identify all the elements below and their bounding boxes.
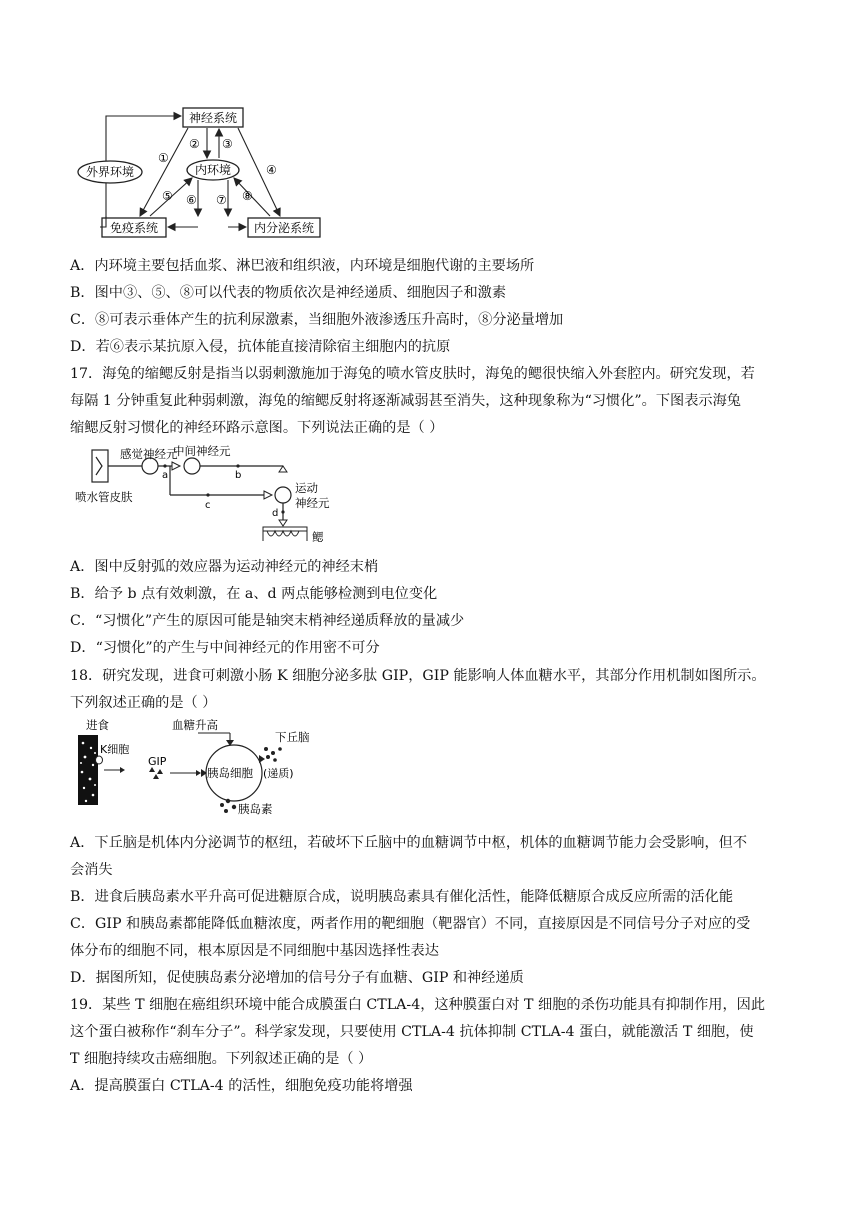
skin-label: 喷水管皮肤: [75, 490, 133, 504]
gip-mechanism-diagram: [70, 715, 330, 815]
immune-system-label: 免疫系统: [109, 221, 159, 235]
q16-option-c: C．⑧可表示垂体产生的抗利尿激素，当细胞外液渗透压升高时，⑧分泌量增加: [70, 312, 564, 328]
endocrine-system-label: 内分泌系统: [253, 221, 315, 235]
gip-label: GIP: [148, 755, 167, 768]
eating-label: 进食: [86, 718, 109, 732]
transmitter-label: (递质): [263, 767, 294, 780]
q17-option-d: D．“习惯化”的产生与中间神经元的作用密不可分: [70, 640, 380, 656]
islet-cell-label: 胰岛细胞: [207, 766, 253, 780]
point-c: c: [205, 500, 211, 511]
q17-stem-line1: 17．海兔的缩鳃反射是指当以弱刺激施加于海兔的喷水管皮肤时，海兔的鳃很快缩入外套腔内。研究发现，若: [70, 366, 755, 382]
motor-label-2: 神经元: [295, 496, 330, 510]
label-1: ①: [158, 151, 169, 165]
q16-option-d: D．若⑥表示某抗原入侵，抗体能直接清除宿主细胞内的抗原: [70, 339, 451, 355]
q18-stem-line2: 下列叙述正确的是（ ）: [70, 695, 217, 711]
interneuron-label: 中间神经元: [173, 445, 231, 458]
q18-stem-line1: 18．研究发现，进食可刺激小肠 K 细胞分泌多肽 GIP，GIP 能影响人体血糖水平，其部分作用机制如图所示。: [70, 668, 766, 684]
k-cell-label: K细胞: [100, 743, 130, 756]
sensory-neuron-label: 感觉神经元: [120, 447, 178, 461]
neural-circuit-diagram: [70, 445, 340, 550]
point-a: a: [162, 470, 169, 481]
internal-env-label: 内环境: [194, 163, 232, 177]
label-4: ④: [266, 163, 277, 177]
q17-stem-line3: 缩鳃反射习惯化的神经环路示意图。下列说法正确的是（ ）: [70, 420, 444, 436]
q17-option-b: B．给予 b 点有效刺激，在 a、d 两点能够检测到电位变化: [70, 586, 438, 602]
q19-option-a: A．提高膜蛋白 CTLA-4 的活性，细胞免疫功能将增强: [70, 1078, 413, 1094]
motor-label-1: 运动: [295, 481, 318, 495]
nervous-system-label: 神经系统: [188, 111, 238, 125]
q18-option-d: D．据图所知，促使胰岛素分泌增加的信号分子有血糖、GIP 和神经递质: [70, 970, 524, 986]
label-7: ⑦: [216, 193, 227, 207]
label-6: ⑥: [186, 193, 197, 207]
q18-option-c-line2: 体分布的细胞不同，根本原因是不同细胞中基因选择性表达: [70, 943, 439, 959]
q16-option-a: A．内环境主要包括血浆、淋巴液和组织液，内环境是细胞代谢的主要场所: [70, 258, 535, 274]
insulin-label: 胰岛素: [238, 802, 273, 815]
gill-label: 鳃: [312, 530, 324, 544]
label-2: ②: [189, 137, 200, 151]
q17-option-a: A．图中反射弧的效应器为运动神经元的神经末梢: [70, 559, 379, 575]
point-b: b: [235, 470, 242, 481]
q18-option-a-line2: 会消失: [70, 862, 113, 878]
q18-option-c-line1: C．GIP 和胰岛素都能降低血糖浓度，两者作用的靶细胞（靶器官）不同，直接原因是不同信号分子对应的受: [70, 916, 751, 932]
label-8: ⑧: [242, 189, 253, 203]
q18-option-a-line1: A．下丘脑是机体内分泌调节的枢纽，若破坏下丘脑中的血糖调节中枢，机体的血糖调节能力会受影响，但不: [70, 835, 748, 851]
q17-stem-line2: 每隔 1 分钟重复此种弱刺激，海兔的缩鳃反射将逐渐减弱甚至消失，这种现象称为“习惯化”。下图表示海兔: [70, 393, 741, 409]
q16-option-b: B．图中③、⑤、⑧可以代表的物质依次是神经递质、细胞因子和激素: [70, 285, 507, 301]
external-env-label: 外界环境: [85, 165, 135, 179]
q19-stem-line2: 这个蛋白被称作“刹车分子”。科学家发现，只要使用 CTLA-4 抗体抑制 CTLA-4 蛋白，就能激活 T 细胞，使: [70, 1024, 754, 1040]
glucose-label: 血糖升高: [172, 718, 218, 732]
body-systems-diagram: [70, 100, 330, 245]
q19-stem-line3: T 细胞持续攻击癌细胞。下列叙述正确的是（ ）: [70, 1051, 373, 1067]
q17-option-c: C．“习惯化”产生的原因可能是轴突末梢神经递质释放的量减少: [70, 613, 465, 629]
hypothalamus-label: 下丘脑: [275, 730, 310, 744]
q19-stem-line1: 19．某些 T 细胞在癌组织环境中能合成膜蛋白 CTLA-4，这种膜蛋白对 T 细胞的杀伤功能具有抑制作用，因此: [70, 997, 766, 1013]
point-d: d: [272, 508, 279, 519]
q18-option-b: B．进食后胰岛素水平升高可促进糖原合成，说明胰岛素具有催化活性，能降低糖原合成反应所需的活化能: [70, 889, 734, 905]
label-5: ⑤: [162, 189, 173, 203]
label-3: ③: [222, 137, 233, 151]
